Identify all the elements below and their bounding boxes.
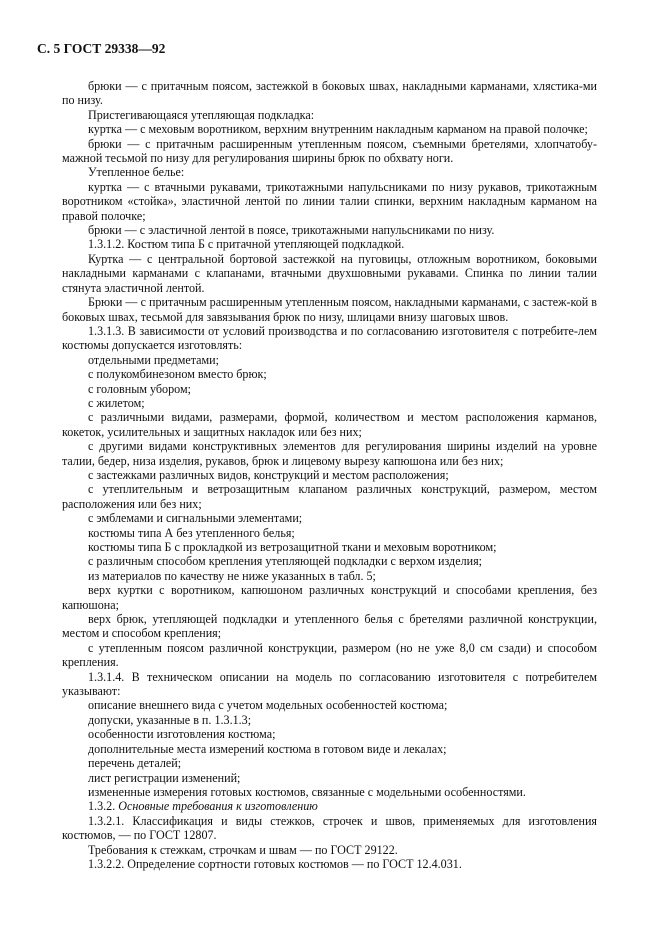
paragraph-text: брюки — с эластичной лентой в поясе, трикотажными напульсниками по низу. [88, 223, 495, 238]
paragraph-text: особенности изготовления костюма; [88, 727, 276, 742]
paragraph [62, 180, 597, 223]
paragraph [62, 756, 597, 770]
paragraph [62, 698, 597, 712]
paragraph [62, 526, 597, 540]
paragraph-text: из материалов по качеству не ниже указанных в табл. 5; [88, 568, 376, 583]
section-heading: Основные требования к изготовлению [118, 799, 318, 814]
paragraph-text: с полукомбинезоном вместо брюк; [88, 367, 267, 382]
paragraph-text: Требования к стежкам, строчкам и швам — по ГОСТ 29122. [88, 842, 398, 857]
paragraph [62, 641, 597, 670]
paragraph [62, 137, 597, 166]
paragraph-text: измененные измерения готовых костюмов, связанные с модельными особенностями. [88, 784, 526, 799]
paragraph [62, 252, 597, 295]
paragraph [62, 554, 597, 568]
paragraph-text: Утепленное белье: [88, 165, 185, 180]
paragraph [62, 612, 597, 641]
paragraph-text: Брюки — с притачным расширенным утепленным поясом, накладными карманами, с застеж-кой в боковых швах, тесьмой для завязывания брюк по низу, шлицами внизу шаговых швов. [62, 295, 597, 324]
paragraph [62, 223, 597, 237]
paragraph [62, 79, 597, 108]
paragraph-text: с головным убором; [88, 381, 191, 396]
paragraph [62, 108, 597, 122]
paragraph [62, 785, 597, 799]
paragraph-text: костюмы типа Б с прокладкой из ветрозащитной ткани и меховым воротником; [88, 540, 497, 554]
paragraph [62, 727, 597, 741]
paragraph-text: с утепленным поясом различной конструкции, размером (но не уже 8,0 см сзади) и способом крепления. [62, 640, 597, 670]
paragraph [62, 410, 597, 439]
paragraph [62, 468, 597, 482]
paragraph-text: куртка — с втачными рукавами, трикотажными напульсниками по низу рукавов, трикотажным воротником «стойка», эластичной лентой по линии талии спинки, верхним накладным карманом на правой полочке; [62, 179, 597, 223]
paragraph-text: с застежками различных видов, конструкций и местом расположения; [88, 467, 449, 482]
paragraph [62, 583, 597, 612]
paragraph-text: 1.3.1.4. В техническом описании на модель по согласованию изготовителя с потребителем указывают: [62, 669, 597, 699]
page-header: С. 5 ГОСТ 29338—92 [37, 41, 166, 56]
paragraph-text: 1.3.2.2. Определение сортности готовых костюмов — по ГОСТ 12.4.031. [88, 856, 462, 871]
paragraph [62, 353, 597, 367]
paragraph-text: отдельными предметами; [88, 352, 220, 367]
paragraph [62, 540, 597, 554]
paragraph-text: описание внешнего вида с учетом модельных особенностей костюма; [88, 698, 448, 713]
paragraph [62, 569, 597, 583]
paragraph [62, 742, 597, 756]
paragraph-text: Куртка — с центральной бортовой застежкой на пуговицы, отложным воротником, боковыми накладными карманами с клапанами, втачными двухшовными рукавами. Спинка по линии талии стянута эластичной лентой. [62, 251, 597, 295]
paragraph [62, 482, 597, 511]
paragraph-text: с другими видами конструктивных элементов для регулирования ширины изделий на уровне талии, бедер, низа изделия, рукавов, брюк и лицевому вырезу капюшона или без них; [62, 439, 597, 468]
paragraph [62, 122, 597, 136]
paragraph-text: допуски, указанные в п. 1.3.1.3; [88, 712, 252, 727]
paragraph-text: верх куртки с воротником, капюшоном различных конструкций и способами крепления, без капюшона; [62, 583, 597, 612]
paragraph [62, 843, 597, 857]
document-body [62, 79, 597, 871]
paragraph [62, 324, 597, 353]
paragraph [62, 165, 597, 179]
paragraph-text: брюки — с притачным расширенным утепленным поясом, съемными бретелями, хлопчатобу-мажной тесьмой по низу для регулирования ширины брюк по обхвату ноги. [62, 136, 597, 166]
paragraph [62, 511, 597, 525]
paragraph [62, 814, 597, 843]
paragraph-text: костюмы типа А без утепленного белья; [88, 525, 295, 540]
paragraph-text: 1.3.2. [88, 799, 119, 814]
paragraph-text: перечень деталей; [88, 756, 182, 771]
paragraph-text: куртка — с меховым воротником, верхним внутренним накладным карманом на правой полочке; [88, 122, 588, 137]
paragraph-text: с жилетом; [88, 395, 145, 410]
paragraph [62, 771, 597, 785]
paragraph-text: лист регистрации изменений; [88, 770, 241, 785]
paragraph [62, 857, 597, 871]
paragraph-text: 1.3.1.3. В зависимости от условий производства и по согласованию изготовителя с потребите-лем костюмы допускается изготовлять: [62, 323, 597, 353]
paragraph-text: с различными видами, размерами, формой, количеством и местом расположения карманов, кокеток, усилительных и защитных накладок или без них; [62, 410, 597, 439]
paragraph-text: с утеплительным и ветрозащитным клапаном различных конструкций, размером, местом расположения или без них; [62, 482, 597, 511]
paragraph-text: брюки — с притачным поясом, застежкой в боковых швах, накладными карманами, хлястика-ми по низу. [62, 79, 597, 108]
paragraph [62, 382, 597, 396]
paragraph [62, 439, 597, 468]
paragraph-text: верх брюк, утепляющей подкладки и утепленного белья с бретелями различной конструкции, местом и способом крепления; [62, 612, 597, 641]
paragraph-text: дополнительные места измерений костюма в готовом виде и лекалах; [88, 741, 447, 756]
paragraph [62, 237, 597, 251]
paragraph [62, 799, 597, 813]
paragraph [62, 670, 597, 699]
paragraph-text: Пристегивающаяся утепляющая подкладка: [88, 107, 315, 122]
paragraph [62, 367, 597, 381]
paragraph-text: с различным способом крепления утепляющей подкладки с верхом изделия; [88, 554, 483, 569]
paragraph [62, 713, 597, 727]
paragraph-text: с эмблемами и сигнальными элементами; [88, 511, 303, 526]
paragraph-text: 1.3.2.1. Классификация и виды стежков, строчек и швов, применяемых для изготовления костюмов, — по ГОСТ 12807. [62, 813, 597, 843]
paragraph [62, 396, 597, 410]
paragraph-text: 1.3.1.2. Костюм типа Б с притачной утепляющей подкладкой. [88, 237, 405, 252]
paragraph [62, 295, 597, 324]
